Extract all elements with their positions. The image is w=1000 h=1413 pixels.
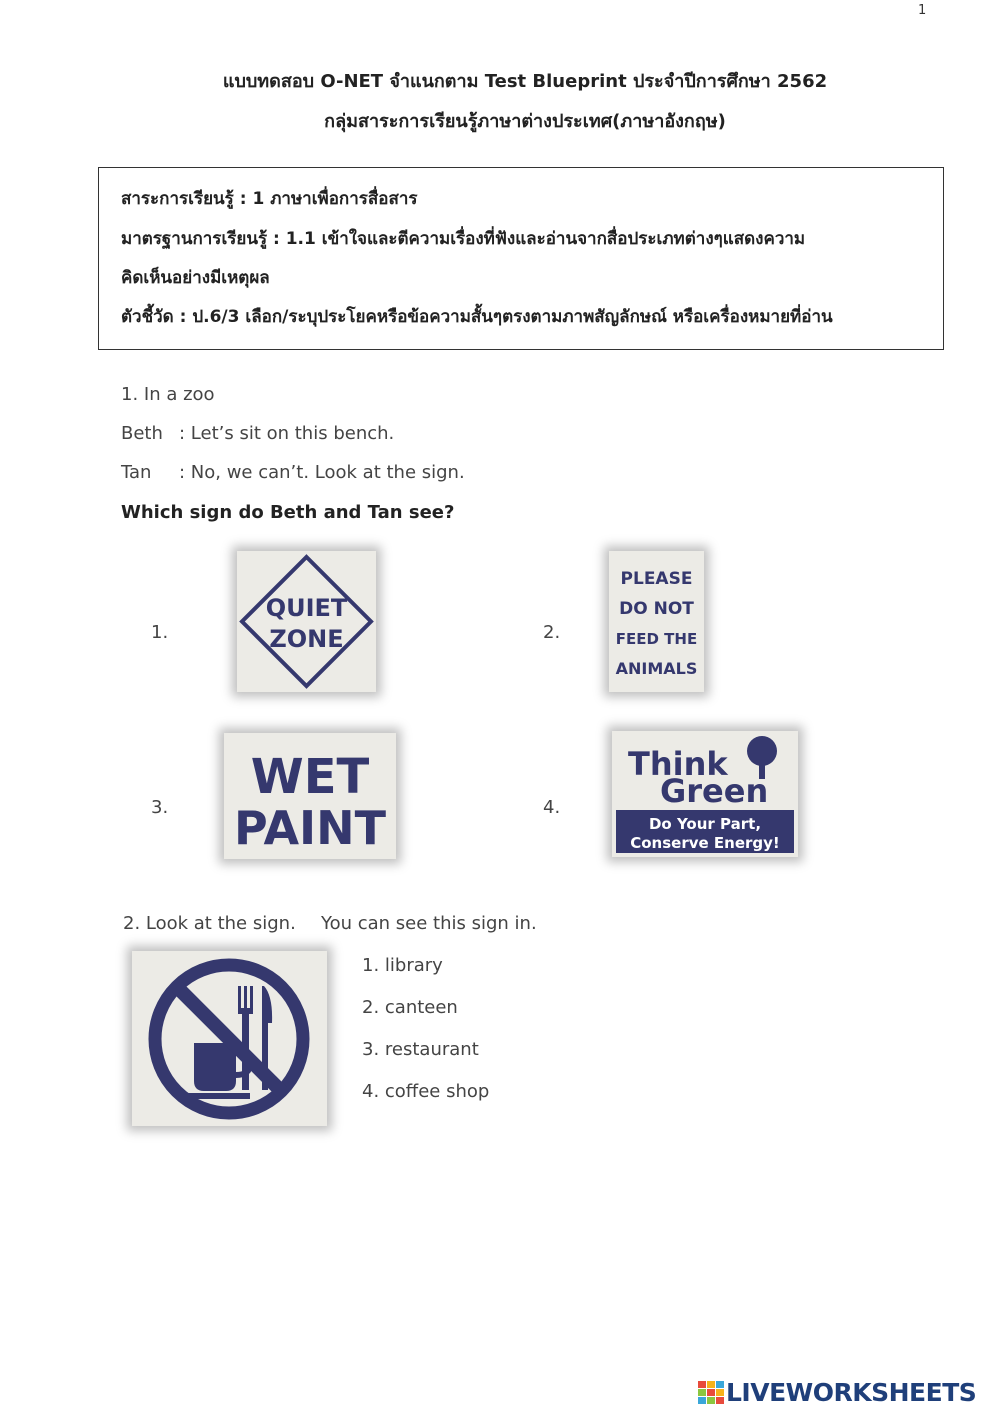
answer-option[interactable]: 1. library (362, 955, 443, 976)
dialogue-line (121, 462, 465, 483)
option-number: 1. (151, 622, 169, 643)
sign-line: Think (628, 745, 728, 783)
learning-standard-continued: คิดเห็นอย่างมีเหตุผล (121, 268, 270, 288)
sign-line: QUIET (265, 594, 348, 622)
question-1-title: 1. In a zoo (121, 384, 215, 405)
sign-line: Conserve Energy! (630, 834, 780, 852)
sign-line: Green (660, 772, 769, 810)
quiet-zone-sign[interactable] (237, 551, 376, 692)
sign-line: PLEASE (620, 569, 693, 589)
dialogue-text: : Let’s sit on this bench. (179, 423, 395, 444)
sign-line: ZONE (269, 625, 344, 653)
sign-line: ANIMALS (615, 659, 698, 678)
standards-box (98, 167, 944, 350)
wet-paint-sign[interactable] (224, 733, 396, 859)
no-food-drink-icon (155, 965, 303, 1113)
answer-option[interactable]: 4. coffee shop (362, 1081, 490, 1102)
liveworksheets-logo-icon (698, 1381, 724, 1405)
sign-line: DO NOT (619, 599, 694, 619)
do-not-feed-sign[interactable] (609, 551, 704, 692)
brand-name: LIVEWORKSHEETS (726, 1378, 977, 1407)
no-food-drink-sign[interactable] (132, 951, 327, 1126)
worksheet-subtitle: กลุ่มสาระการเรียนรู้ภาษาต่างประเทศ(ภาษาอังกฤษ) (324, 111, 726, 132)
answer-option[interactable]: 2. canteen (362, 997, 458, 1018)
option-number: 4. (543, 797, 561, 818)
speaker-name: Tan (121, 462, 152, 483)
learning-strand: สาระการเรียนรู้ : 1 ภาษาเพื่อการสื่อสาร (121, 189, 418, 209)
option-number: 3. (151, 797, 169, 818)
page-number: 1 (918, 3, 927, 18)
answer-option[interactable]: 3. restaurant (362, 1039, 479, 1060)
liveworksheets-brand[interactable] (698, 1378, 993, 1408)
sign-line: Do Your Part, (648, 815, 762, 833)
speaker-name: Beth (121, 423, 163, 444)
question-1-prompt: Which sign do Beth and Tan see? (121, 502, 455, 523)
learning-standard: มาตรฐานการเรียนรู้ : 1.1 เข้าใจและตีความเรื่องที่ฟังและอ่านจากสื่อประเภทต่างๆแสดงความ (121, 229, 806, 249)
dialogue-line (121, 423, 394, 444)
sign-line: FEED THE (615, 630, 698, 648)
sign-line: PAINT (233, 801, 387, 855)
option-number: 2. (543, 622, 561, 643)
indicator: ตัวชี้วัด : ป.6/3 เลือก/ระบุประโยคหรือข้อความสั้นๆตรงตามภาพสัญลักษณ์ หรือเครื่องหมายที่อ่าน (121, 307, 833, 327)
sign-line: WET (250, 749, 370, 805)
dialogue-text: : No, we can’t. Look at the sign. (179, 462, 465, 483)
question-2-prompt: 2. Look at the sign. (123, 913, 296, 934)
question-2-prompt-continued: You can see this sign in. (321, 913, 537, 934)
think-green-sign[interactable] (612, 731, 798, 857)
worksheet-title: แบบทดสอบ O-NET จำแนกตาม Test Blueprint ประจำปีการศึกษา 2562 (222, 71, 828, 92)
